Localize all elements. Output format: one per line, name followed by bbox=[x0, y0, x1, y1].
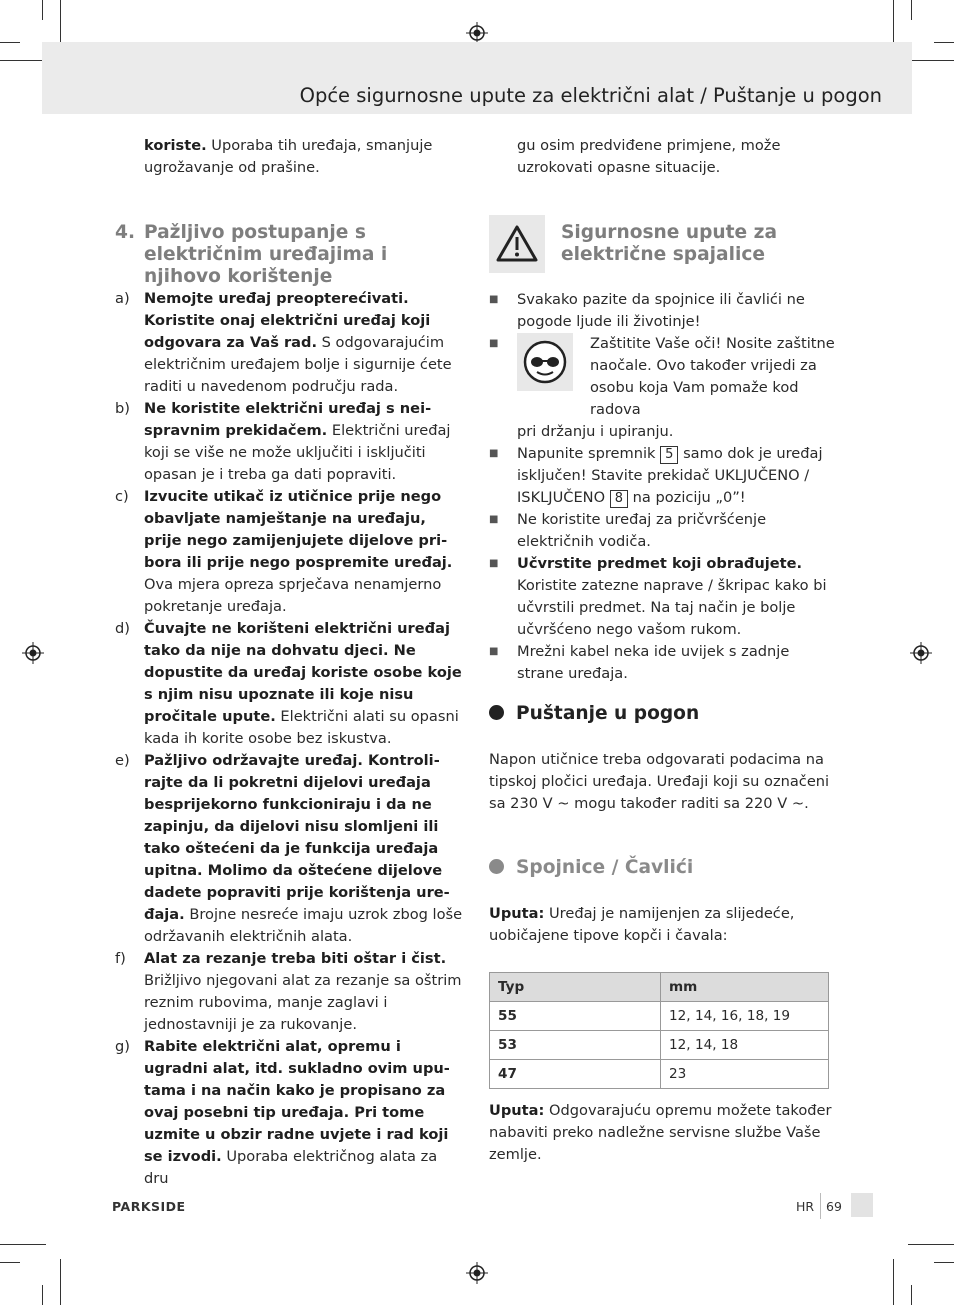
list-item bbox=[115, 1036, 465, 1190]
registration-mark-icon bbox=[466, 1262, 488, 1284]
language-code: HR bbox=[796, 1199, 815, 1214]
warning-box bbox=[489, 215, 545, 273]
note-2 bbox=[489, 1100, 839, 1166]
table-row bbox=[490, 1031, 829, 1060]
list-item bbox=[115, 288, 465, 398]
item-label: b) bbox=[115, 400, 130, 417]
warning-triangle-icon bbox=[489, 215, 545, 273]
registration-mark-icon bbox=[910, 642, 932, 664]
bullet-text: Napunite spremnik bbox=[517, 445, 661, 462]
item-bold: Nemojte uređaj preopterećivati. Koristite onaj električni uređaj koji odgovara za Vaš rad. bbox=[144, 290, 431, 351]
list-item bbox=[489, 553, 839, 641]
item-text: Ova mjera opreza sprječava nenamjerno pokretanje uređaja. bbox=[144, 576, 442, 615]
bullet-dot-icon bbox=[489, 705, 504, 720]
crop-mark bbox=[934, 1262, 954, 1263]
note-1 bbox=[489, 903, 839, 947]
table-cell: 12, 14, 18 bbox=[661, 1031, 829, 1060]
item-label: a) bbox=[115, 290, 130, 307]
safety-list bbox=[489, 289, 839, 685]
list-item bbox=[115, 750, 465, 948]
crop-mark bbox=[60, 0, 61, 46]
crop-mark bbox=[42, 1285, 43, 1305]
item-text: S odgovarajućim električnim uređajem bolje i sigurnije ćete raditi u navedenom području rada. bbox=[144, 334, 452, 395]
table-cell: 23 bbox=[661, 1060, 829, 1089]
square-bullet-icon: ■ bbox=[489, 448, 499, 459]
square-bullet-icon: ■ bbox=[489, 294, 499, 305]
left-intro bbox=[144, 135, 464, 179]
table-row bbox=[490, 1060, 829, 1089]
section-4-list bbox=[115, 288, 465, 1190]
item-label: c) bbox=[115, 488, 129, 505]
square-bullet-icon: ■ bbox=[489, 646, 499, 657]
list-item bbox=[489, 443, 839, 509]
crop-mark bbox=[908, 1244, 954, 1245]
part-number-badge: 8 bbox=[610, 490, 628, 508]
item-bold: Pažljivo održavajte uređaj. Kontrolirajte da li pokretni dijelovi uređaja besprijekorno funkcioniraju i da ne zapinju, da dijelovi nisu slomljeni ili tako oštećeni da je funkcija uređaja upitna. Molimo da oštećene dijelove dadete popraviti prije korištenja uređaja. bbox=[144, 752, 450, 923]
staples-title: Spojnice / Čavlići bbox=[516, 857, 694, 878]
staples-heading bbox=[489, 857, 839, 880]
item-text: Brižljivo njegovani alat za rezanje sa oštrim reznim rubovima, manje zaglavi i jednostavniji je za rukovanje. bbox=[144, 972, 462, 1033]
note-label: Uputa: bbox=[489, 1102, 545, 1119]
section-title: Pažljivo postupanje s električnim uređajima i njihovo korištenje bbox=[144, 222, 388, 287]
item-label: f) bbox=[115, 950, 126, 967]
table-cell: 55 bbox=[490, 1002, 661, 1031]
crop-mark bbox=[911, 0, 912, 20]
section-number: 4. bbox=[115, 222, 136, 243]
bullet-text: naočale. Ovo također vrijedi za bbox=[590, 357, 817, 374]
table-header: mm bbox=[661, 973, 829, 1002]
start-text: Napon utičnice treba odgovarati podacima na tipskoj pločici uređaja. Uređaji koji su označeni sa 230 V ~ mogu također raditi sa 220 V ~. bbox=[489, 751, 830, 812]
bullet-text: Ne koristite uređaj za pričvršćenje električnih vodiča. bbox=[517, 511, 767, 550]
safety-goggles-icon bbox=[517, 333, 573, 391]
bullet-dot-icon bbox=[489, 859, 504, 874]
crop-mark bbox=[0, 60, 46, 61]
item-bold: Ne koristite električni uređaj s neispravnim prekidačem. bbox=[144, 400, 432, 439]
table-cell: 53 bbox=[490, 1031, 661, 1060]
item-text: Električni alati su opasni kada ih korite osobe bez iskustva. bbox=[144, 708, 459, 747]
registration-mark-icon bbox=[22, 642, 44, 664]
bullet-text: Mrežni kabel neka ide uvijek s zadnje strane uređaja. bbox=[517, 643, 790, 682]
list-item bbox=[489, 289, 839, 333]
square-bullet-icon: ■ bbox=[489, 338, 499, 349]
safety-heading: Sigurnosne upute za električne spajalice bbox=[561, 222, 778, 265]
item-label: e) bbox=[115, 752, 130, 769]
list-item bbox=[489, 641, 839, 685]
footer-divider bbox=[820, 1193, 821, 1219]
item-bold: Izvucite utikač iz utičnice prije nego obavljate namještanje na uređaju, prije nego zamijenjujete dijelove pribora ili prije nego pospremite uređaj. bbox=[144, 488, 453, 571]
crop-mark bbox=[934, 42, 954, 43]
registration-mark-icon bbox=[466, 22, 488, 44]
bullet-text: Koristite zatezne naprave / škripac kako bi učvrstili predmet. Na taj način je bolje učvršćeno nego vašom rukom. bbox=[517, 577, 827, 638]
crop-mark bbox=[893, 0, 894, 46]
staples-table-wrap bbox=[489, 972, 839, 1089]
crop-mark bbox=[0, 1244, 46, 1245]
crop-mark bbox=[0, 42, 20, 43]
intro-text: Uporaba tih uređaja, smanjuje ugrožavanje od prašine. bbox=[144, 137, 433, 176]
list-item bbox=[115, 948, 465, 1036]
list-item bbox=[115, 618, 465, 750]
note-text: Uređaj je namijenjen za slijedeće, uobičajene tipove kopči i čavala: bbox=[489, 905, 795, 944]
intro-bold: koriste. bbox=[144, 137, 207, 154]
list-item bbox=[489, 509, 839, 553]
item-text: Brojne nesreće imaju uzrok zbog loše održavanih električnih alata. bbox=[144, 906, 463, 945]
part-number-badge: 5 bbox=[660, 446, 678, 464]
square-bullet-icon: ■ bbox=[489, 558, 499, 569]
table-header: Typ bbox=[490, 973, 661, 1002]
bullet-text: Svakako pazite da spojnice ili čavlići ne pogode ljude ili životinje! bbox=[517, 291, 805, 330]
crop-mark bbox=[911, 1285, 912, 1305]
bullet-text: osobu koja Vam pomaže kod radova bbox=[590, 379, 799, 418]
item-label: g) bbox=[115, 1038, 130, 1055]
footer-tab bbox=[851, 1193, 873, 1217]
page-number: 69 bbox=[826, 1199, 842, 1214]
list-item bbox=[115, 486, 465, 618]
note-label: Uputa: bbox=[489, 905, 545, 922]
item-label: d) bbox=[115, 620, 130, 637]
crop-mark bbox=[908, 60, 954, 61]
item-bold: Čuvajte ne korišteni električni uređaj tako da nije na dohvatu djeci. Ne dopustite da uređaj koriste osobe koje s njim nisu upoznate ili koje nisu pročitale upute. bbox=[144, 620, 462, 725]
bullet-text: na poziciju „0”! bbox=[628, 489, 746, 506]
bullet-text: pri držanju i upiranju. bbox=[517, 423, 674, 440]
list-item bbox=[489, 333, 839, 443]
bullet-bold: Učvrstite predmet koji obrađujete. bbox=[517, 555, 803, 572]
staples-table bbox=[489, 972, 829, 1089]
list-item bbox=[115, 398, 465, 486]
table-cell: 12, 14, 16, 18, 19 bbox=[661, 1002, 829, 1031]
item-text: Uporaba električnog alata za dru bbox=[144, 1148, 438, 1187]
table-cell: 47 bbox=[490, 1060, 661, 1089]
table-header-row bbox=[490, 973, 829, 1002]
brand-logo: PARKSIDE bbox=[112, 1199, 186, 1214]
page-title: Opće sigurnosne upute za električni alat / Puštanje u pogon bbox=[299, 84, 882, 107]
crop-mark bbox=[42, 0, 43, 20]
note-text: Odgovarajuću opremu možete također nabaviti preko nadležne servisne službe Vaše zemlje. bbox=[489, 1102, 832, 1163]
right-intro: gu osim predviđene primjene, može uzrokovati opasne situacije. bbox=[517, 137, 781, 176]
item-text: Električni uređaj koji se više ne može uključiti i isključiti opasan je i treba ga dati popraviti. bbox=[144, 422, 451, 483]
start-title: Puštanje u pogon bbox=[516, 703, 700, 724]
square-bullet-icon: ■ bbox=[489, 514, 499, 525]
bullet-text: Zaštitite Vaše oči! Nosite zaštitne bbox=[590, 335, 835, 352]
table-row bbox=[490, 1002, 829, 1031]
crop-mark bbox=[893, 1259, 894, 1305]
start-heading bbox=[489, 703, 839, 726]
bullet-text: samo dok je uređaj isključen! Stavite prekidač UKLJUČENO / ISKLJUČENO bbox=[517, 445, 823, 506]
item-bold: Rabite električni alat, opremu i ugradni alat, itd. sukladno ovim uputama i na način kako je propisano za ovaj posebni tip uređaja. Pri tome uzmite u obzir radne uvjete i rad koji se izvodi. bbox=[144, 1038, 450, 1165]
crop-mark bbox=[60, 1259, 61, 1305]
section-4-heading bbox=[115, 222, 465, 288]
crop-mark bbox=[0, 1262, 20, 1263]
item-bold: Alat za rezanje treba biti oštar i čist. bbox=[144, 950, 447, 967]
